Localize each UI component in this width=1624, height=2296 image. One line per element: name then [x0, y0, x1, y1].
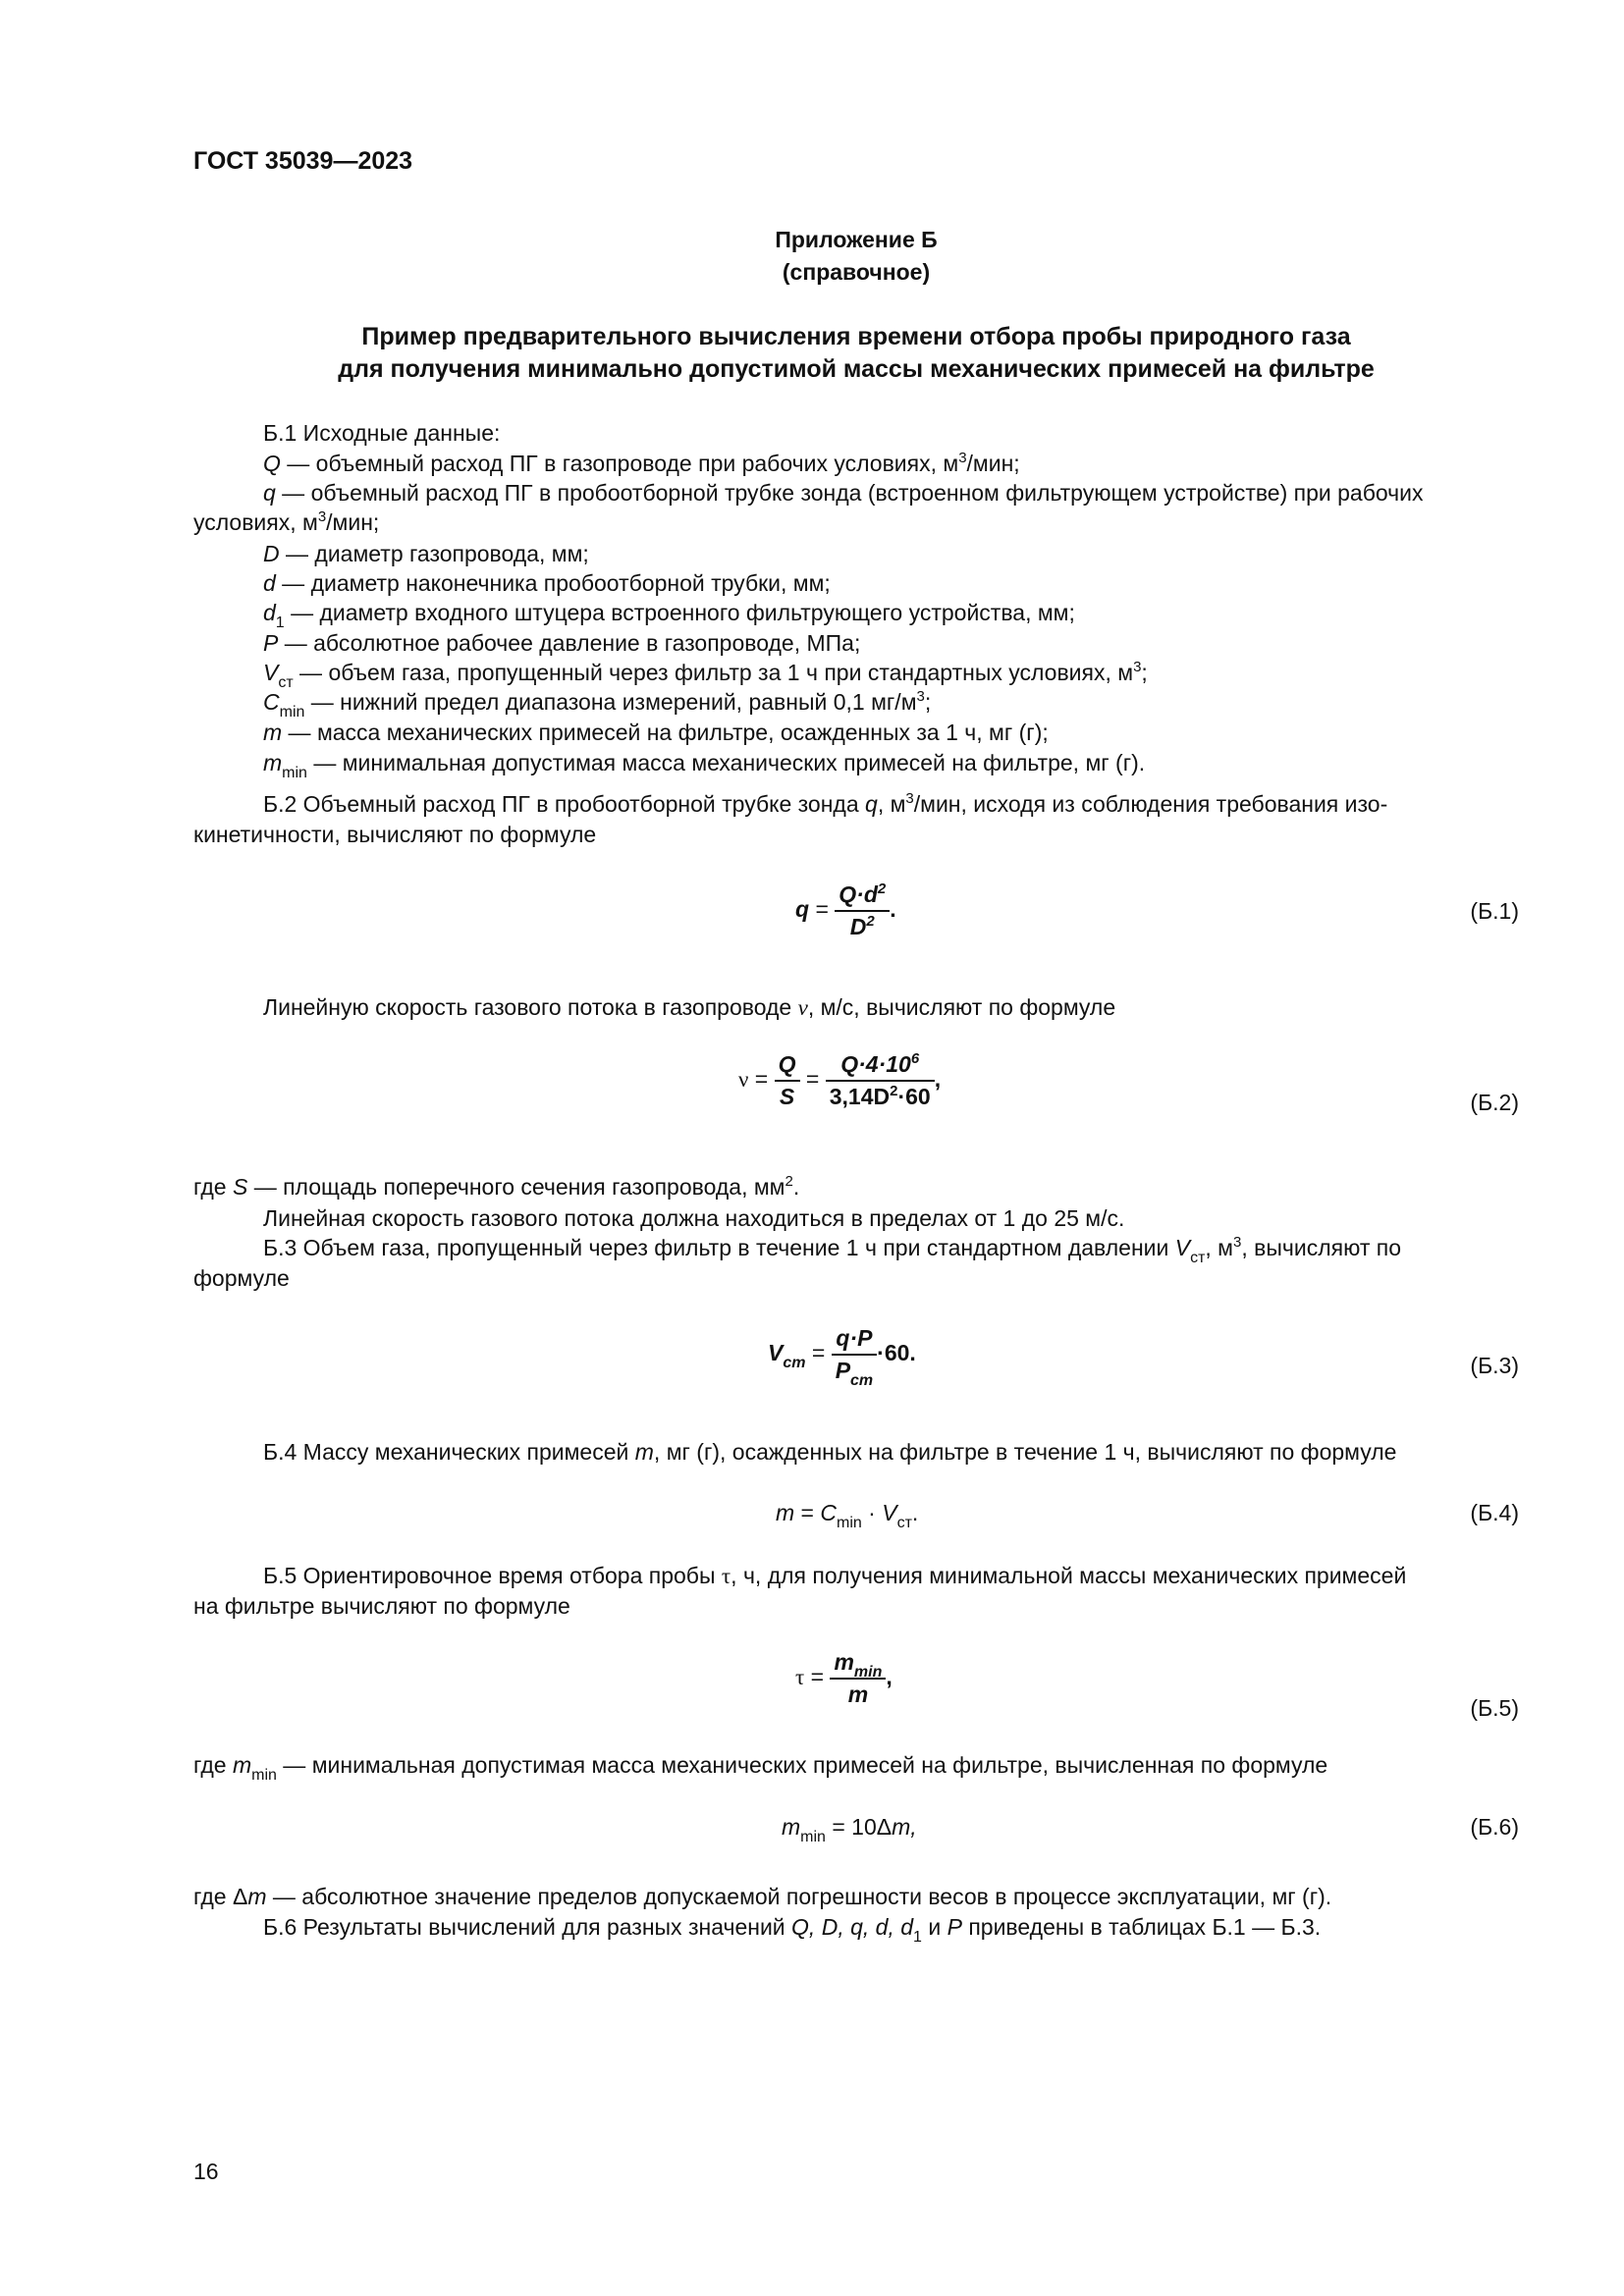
b2-line2: кинетичности, вычисляют по формуле	[193, 822, 597, 847]
symbol: τ	[721, 1564, 731, 1588]
subscript: min	[251, 1767, 277, 1784]
denominator: m	[847, 1682, 869, 1707]
symbol: m	[263, 750, 283, 775]
b6-line	[263, 1912, 1321, 1946]
symbol: P	[947, 1914, 962, 1940]
symbol: m	[232, 1752, 252, 1778]
symbol: Q	[263, 451, 281, 476]
symbol: m	[263, 720, 283, 745]
denominator: $P_{ст}$	[835, 1358, 874, 1389]
where-mmin	[193, 1750, 1327, 1784]
denominator: $D^2$	[849, 913, 875, 939]
text: — диаметр входного штуцера встроенного фильтрующего устройства, мм;	[284, 600, 1075, 625]
text: и	[921, 1914, 947, 1940]
text: /мин;	[966, 451, 1020, 476]
text: Б.3 Объем газа, пропущенный через фильтр в течение 1 ч при стандартном давлении	[263, 1235, 1175, 1260]
appendix-title: Приложение Б	[775, 227, 938, 252]
formula-lhs: τ	[795, 1665, 805, 1690]
fraction	[775, 1051, 800, 1110]
subscript: ст	[1190, 1250, 1206, 1266]
text: .	[911, 1500, 919, 1525]
text: ·	[861, 1500, 883, 1525]
text: — минимальная допустимая масса механических примесей на фильтре, мг (г).	[306, 750, 1146, 775]
text: Б.4 Массу механических примесей	[263, 1439, 635, 1465]
formula-lhs: q	[795, 896, 810, 923]
exponent: 3	[958, 450, 967, 466]
where-s	[193, 1172, 799, 1205]
exponent: 3	[1133, 659, 1142, 675]
text: — абсолютное значение пределов допускаемой погрешности весов в процессе эксплуатации, мг (г).	[266, 1884, 1332, 1909]
text: , м/с, вычисляют по формуле	[807, 994, 1116, 1020]
denominator: $3,14D^2\cdot 60$	[829, 1083, 931, 1109]
b5-line1	[263, 1561, 1406, 1591]
text: ·60.	[877, 1340, 916, 1366]
text: ;	[1141, 660, 1148, 685]
formula-label-b1: (Б.1)	[1470, 898, 1519, 924]
def-q-cont	[193, 507, 379, 541]
def-d1	[263, 598, 1075, 631]
symbol: V	[1174, 1235, 1191, 1260]
text: Б.6 Результаты вычислений для разных значений	[263, 1914, 792, 1940]
denominator: S	[779, 1084, 795, 1109]
b3-line2: формуле	[193, 1265, 290, 1291]
text: — нижний предел диапазона измерений, равный 0,1 мг/м	[304, 689, 917, 715]
symbol: S	[232, 1174, 248, 1200]
formula-label-b2: (Б.2)	[1470, 1090, 1519, 1115]
subscript: min	[837, 1515, 862, 1531]
numerator: $Q\cdot d^2$	[835, 881, 890, 912]
def-Cmin	[263, 687, 931, 721]
subscript: 1	[913, 1929, 922, 1946]
symbol: m	[247, 1884, 267, 1909]
symbol: V	[882, 1500, 897, 1525]
symbol: C	[263, 689, 280, 715]
formula-lhs: m	[782, 1814, 801, 1840]
symbol: q	[263, 480, 276, 506]
text: Линейную скорость газового потока в газопроводе	[263, 994, 798, 1020]
formula-label-b6: (Б.6)	[1470, 1814, 1519, 1840]
text: — диаметр газопровода, мм;	[279, 541, 589, 566]
symbol: V	[263, 660, 279, 685]
text: приведены в таблицах Б.1 — Б.3.	[961, 1914, 1322, 1940]
subscript: min	[279, 704, 305, 721]
text: , мг (г), осажденных на фильтре в течение 1 ч, вычисляют по формуле	[653, 1439, 1397, 1465]
text: =	[794, 1500, 821, 1525]
formula-b4	[776, 1500, 919, 1531]
standard-designation: ГОСТ 35039—2023	[193, 147, 413, 175]
formula-b5	[795, 1649, 893, 1708]
subscript: ст	[278, 674, 294, 691]
text: — абсолютное рабочее давление в газопроводе, МПа;	[278, 630, 861, 656]
symbol: D	[263, 541, 280, 566]
text: — объемный расход ПГ в пробоотборной трубке зонда (встроенном фильтрующем устройстве) при рабочих	[275, 480, 1424, 506]
section-heading-line2: для получения минимально допустимой массы механических примесей на фильтре	[338, 355, 1375, 383]
b3-line1	[263, 1233, 1401, 1266]
numerator: $Q\cdot 4\cdot 10^6$	[826, 1051, 935, 1082]
equals: =	[815, 896, 829, 923]
fraction	[832, 1325, 877, 1389]
text: — площадь поперечного сечения газопровода, мм	[247, 1174, 785, 1200]
formula-b3	[768, 1325, 916, 1389]
text: Б.5 Ориентировочное время отбора пробы	[263, 1563, 722, 1588]
numerator: q·P	[832, 1325, 877, 1356]
text: ,	[934, 1066, 942, 1093]
def-D	[263, 539, 589, 569]
exponent: 3	[1233, 1234, 1242, 1251]
symbol: d	[263, 600, 276, 625]
formula-b1	[795, 881, 896, 940]
subscript: min	[282, 765, 307, 781]
formula-lhs: $V_{ст}$	[768, 1340, 806, 1372]
exponent: 3	[916, 688, 925, 705]
where-dm	[193, 1882, 1331, 1912]
text: где	[193, 1752, 233, 1778]
text: , вычисляют по	[1241, 1235, 1401, 1260]
text: где	[193, 1174, 233, 1200]
formula-label-b5: (Б.5)	[1470, 1695, 1519, 1721]
equals: =	[754, 1066, 769, 1093]
fraction	[835, 881, 890, 940]
symbol: d	[263, 570, 276, 596]
symbol: v	[797, 995, 808, 1020]
symbol: q	[865, 791, 878, 817]
text: Б.2 Объемный расход ПГ в пробоотборной трубке зонда	[263, 791, 866, 817]
section-heading-line1: Пример предварительного вычисления времени отбора пробы природного газа	[361, 323, 1351, 350]
formula-lhs: ν	[738, 1067, 749, 1093]
symbol: m	[892, 1814, 911, 1840]
formula-lhs: m	[776, 1500, 795, 1525]
velocity-intro	[263, 992, 1115, 1023]
def-Q	[263, 449, 1020, 482]
fraction	[826, 1051, 935, 1110]
numerator: $m_{min}$	[830, 1649, 886, 1680]
def-P	[263, 628, 860, 659]
text: — минимальная допустимая масса механических примесей на фильтре, вычисленная по формуле	[276, 1752, 1328, 1778]
text: , ч, для получения минимальной массы механических примесей	[731, 1563, 1407, 1588]
numerator: Q	[775, 1051, 800, 1082]
appendix-subtitle: (справочное)	[782, 259, 931, 285]
symbol: Q, D, q, d, d	[791, 1914, 914, 1940]
exponent: 2	[785, 1173, 793, 1190]
subscript: min	[800, 1829, 826, 1845]
text: , м	[1205, 1235, 1233, 1260]
text: — объемный расход ПГ в газопроводе при рабочих условиях, м	[280, 451, 959, 476]
b2-line1	[263, 789, 1387, 823]
text: — масса механических примесей на фильтре, осажденных за 1 ч, мг (г);	[282, 720, 1049, 745]
text: — диаметр наконечника пробоотборной трубки, мм;	[275, 570, 831, 596]
text: .	[890, 896, 896, 923]
subscript: 1	[275, 614, 285, 631]
text: условиях, м	[193, 509, 318, 535]
text: где Δ	[193, 1884, 248, 1909]
text: /мин;	[326, 509, 380, 535]
def-m	[263, 718, 1049, 748]
symbol: C	[820, 1500, 838, 1525]
def-q	[263, 478, 1424, 508]
def-V	[263, 658, 1148, 691]
formula-label-b4: (Б.4)	[1470, 1500, 1519, 1525]
subscript: ст	[896, 1515, 912, 1531]
text: ,	[910, 1814, 917, 1840]
formula-label-b3: (Б.3)	[1470, 1353, 1519, 1378]
equals: =	[805, 1066, 820, 1093]
def-mmin	[263, 748, 1145, 781]
page-number: 16	[193, 2159, 219, 2184]
b5-line2: на фильтре вычисляют по формуле	[193, 1593, 570, 1619]
symbol: m	[634, 1439, 654, 1465]
symbol: P	[263, 630, 279, 656]
text: ,	[886, 1664, 893, 1690]
text: /мин, исходя из соблюдения требования изо-	[913, 791, 1388, 817]
b1-intro: Б.1 Исходные данные:	[263, 420, 501, 446]
velocity-limit: Линейная скорость газового потока должна находиться в пределах от 1 до 25 м/с.	[263, 1205, 1125, 1231]
exponent: 3	[905, 790, 914, 807]
text: = 10Δ	[825, 1814, 893, 1840]
fraction	[830, 1649, 886, 1708]
formula-b2	[738, 1051, 941, 1110]
b4-line	[263, 1437, 1396, 1468]
equals: =	[810, 1664, 825, 1690]
text: .	[792, 1174, 800, 1200]
def-d	[263, 568, 831, 599]
text: ;	[924, 689, 932, 715]
text: , м	[877, 791, 906, 817]
text: — объем газа, пропущенный через фильтр за 1 ч при стандартных условиях, м	[293, 660, 1134, 685]
formula-b6	[782, 1814, 917, 1845]
equals: =	[811, 1340, 826, 1366]
exponent: 3	[317, 508, 327, 525]
